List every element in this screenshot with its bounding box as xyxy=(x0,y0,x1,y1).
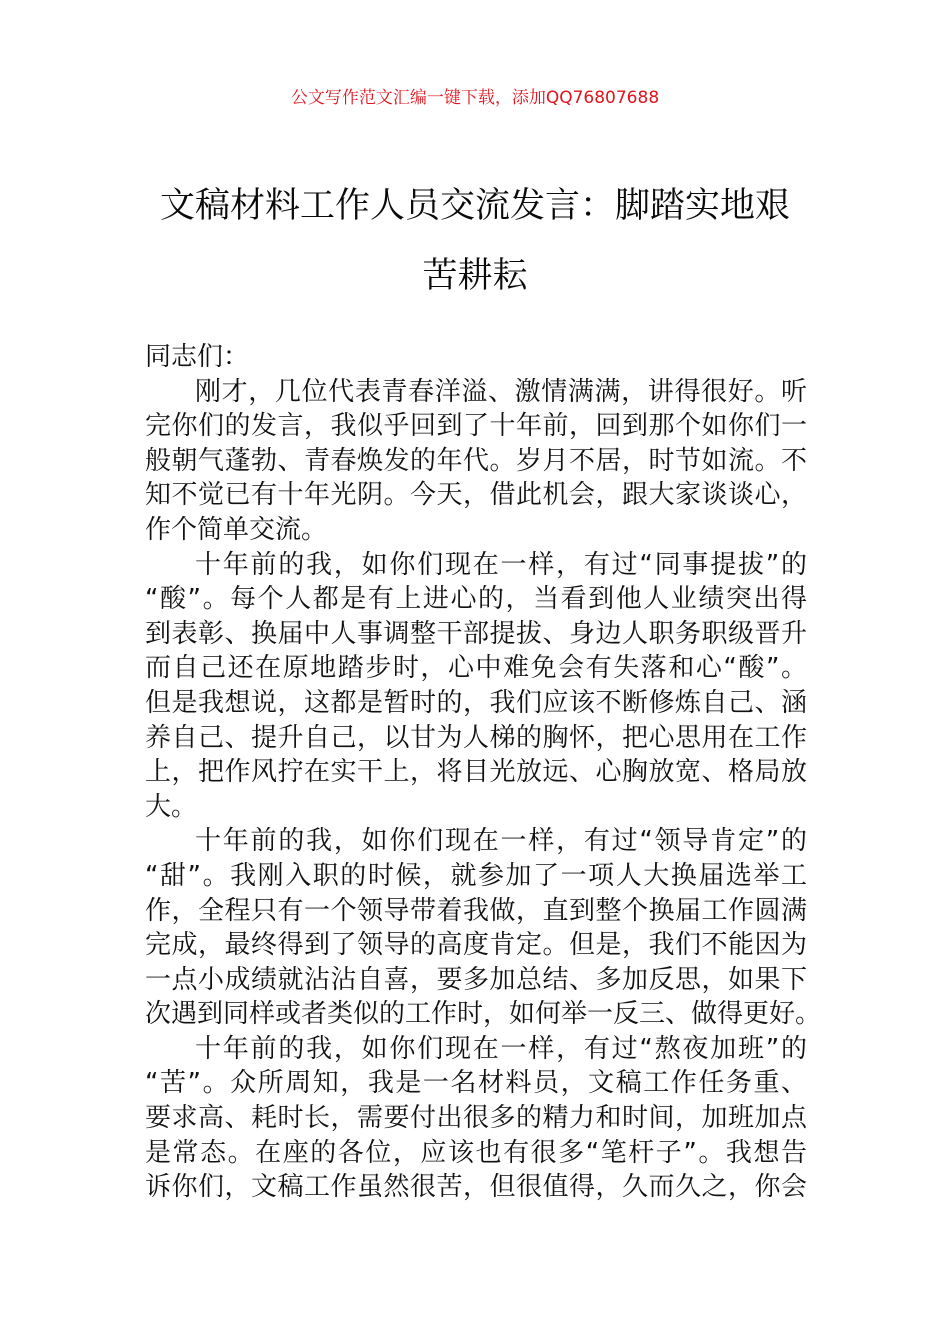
paragraph-1 xyxy=(145,375,815,548)
paragraph-line: 到表彰、换届中人事调整干部提拔、身边人职务职级晋升 xyxy=(145,618,807,649)
paragraph-line: 一点小成绩就沾沾自喜，要多加总结、多加反思，如果下 xyxy=(145,964,807,995)
paragraph-line: 十年前的我，如你们现在一样，有过“领导肯定”的 xyxy=(195,826,807,857)
paragraph-line: 大。 xyxy=(145,791,198,822)
paragraph-line: “甜”。我刚入职的时候，就参加了一项人大换届选举工 xyxy=(145,860,807,891)
document-title-line-2: 苦耕耘 xyxy=(422,256,528,296)
paragraph-line: 十年前的我，如你们现在一样，有过“同事提拔”的 xyxy=(195,549,807,580)
document-body xyxy=(145,340,822,1205)
paragraph-line: 完你们的发言，我似乎回到了十年前，回到那个如你们一 xyxy=(145,411,807,442)
paragraph-3 xyxy=(145,824,822,1032)
paragraph-2 xyxy=(145,548,815,825)
paragraph-line: 般朝气蓬勃、青春焕发的年代。岁月不居，时节如流。不 xyxy=(145,445,807,476)
document-title-line-1: 文稿材料工作人员交流发言：脚踏实地艰 xyxy=(159,186,790,226)
paragraph-line: 但是我想说，这都是暂时的，我们应该不断修炼自己、涵 xyxy=(145,687,807,718)
paragraph-line: 作个简单交流。 xyxy=(145,514,328,545)
paragraph-line: 诉你们，文稿工作虽然很苦，但很值得，久而久之，你会 xyxy=(145,1172,807,1203)
paragraph-line: 是常态。在座的各位，应该也有很多“笔杆子”。我想告 xyxy=(145,1137,807,1168)
paragraph-line: 养自己、提升自己，以甘为人梯的胸怀，把心思用在工作 xyxy=(145,722,807,753)
paragraph-line: 完成，最终得到了领导的高度肯定。但是，我们不能因为 xyxy=(145,930,807,961)
paragraph-line: “苦”。众所周知，我是一名材料员，文稿工作任务重、 xyxy=(145,1068,807,1099)
paragraph-line: 要求高、耗时长，需要付出很多的精力和时间，加班加点 xyxy=(145,1103,807,1134)
paragraph-4 xyxy=(145,1032,815,1205)
paragraph-line: 十年前的我，如你们现在一样，有过“熬夜加班”的 xyxy=(195,1033,807,1064)
paragraph-line: “酸”。每个人都是有上进心的，当看到他人业绩突出得 xyxy=(145,584,807,615)
download-banner: 公文写作范文汇编一键下载，添加QQ76807688 xyxy=(290,88,660,108)
paragraph-line: 知不觉已有十年光阴。今天，借此机会，跟大家谈谈心， xyxy=(145,480,807,511)
paragraph-line: 而自己还在原地踏步时，心中难免会有失落和心“酸”。 xyxy=(145,653,807,684)
salutation: 同志们： xyxy=(145,342,250,372)
paragraph-line: 次遇到同样或者类似的工作时，如何举一反三、做得更好。 xyxy=(145,999,822,1030)
paragraph-line: 上，把作风拧在实干上，将目光放远、心胸放宽、格局放 xyxy=(145,757,807,788)
paragraph-line: 作，全程只有一个领导带着我做，直到整个换届工作圆满 xyxy=(145,895,807,926)
paragraph-line: 刚才，几位代表青春洋溢、激情满满，讲得很好。听 xyxy=(195,376,807,407)
